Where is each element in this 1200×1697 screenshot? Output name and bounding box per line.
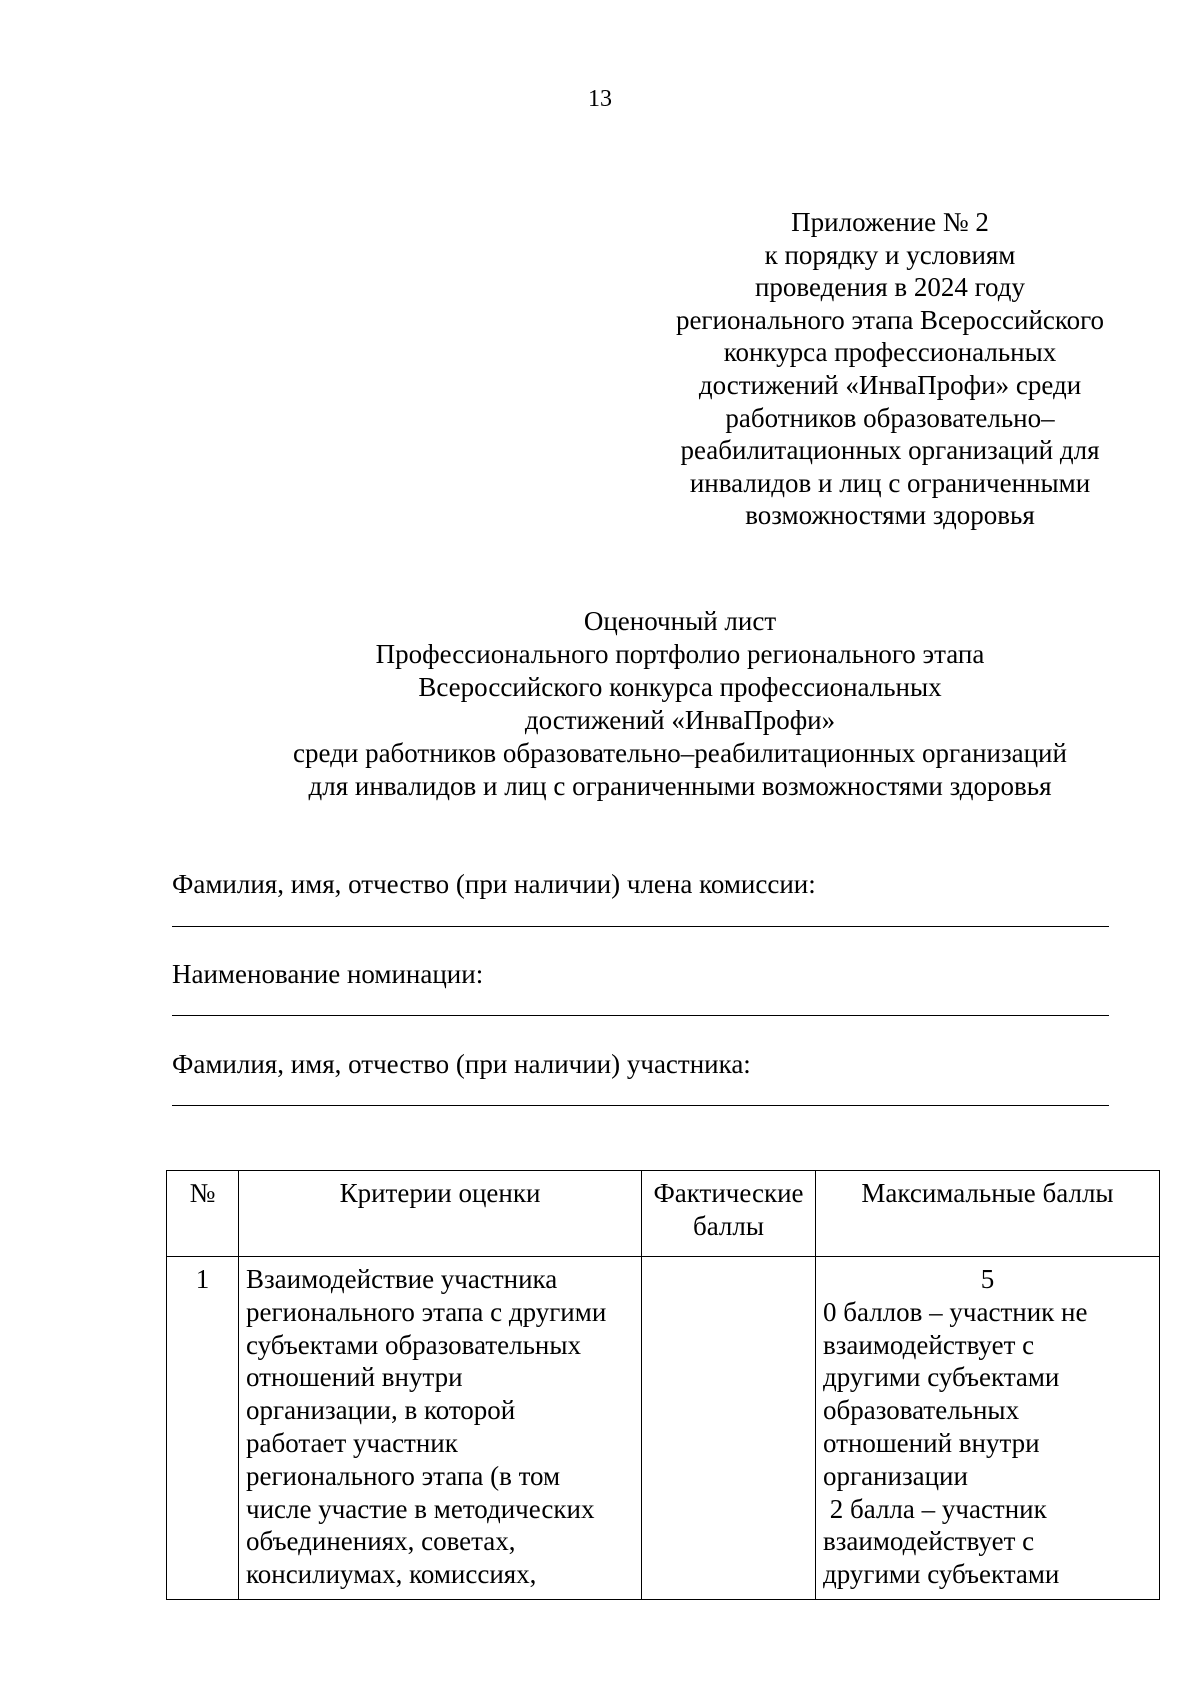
appendix-line: проведения в 2024 году	[754, 272, 1026, 303]
appendix-line: достижений «ИнваПрофи» среди	[698, 369, 1082, 400]
criteria-line: организации, в которой	[246, 1395, 516, 1426]
appendix-line: конкурса профессиональных	[723, 337, 1057, 368]
page-number: 13	[588, 86, 612, 112]
max-points-line: организации	[823, 1460, 968, 1491]
criteria-line: объединениях, советах,	[246, 1526, 516, 1557]
criteria-line: числе участие в методических	[246, 1493, 595, 1524]
document-title	[170, 605, 1190, 803]
commission-member-field	[172, 868, 1112, 900]
header-actual-points	[642, 1171, 816, 1257]
header-criteria: Критерии оценки	[239, 1171, 642, 1257]
max-points-line: 0 баллов – участник не	[823, 1296, 1088, 1327]
max-points-line: взаимодействует с	[823, 1329, 1035, 1360]
participant-label: Фамилия, имя, отчество (при наличии) участника:	[172, 1049, 751, 1079]
title-line: Оценочный лист	[583, 606, 777, 636]
title-line: для инвалидов и лиц с ограниченными возможностями здоровья	[308, 771, 1052, 801]
criteria-line: субъектами образовательных	[246, 1329, 582, 1360]
title-line: достижений «ИнваПрофи»	[524, 705, 836, 735]
participant-field	[172, 1048, 1112, 1080]
table-row	[167, 1257, 1160, 1600]
participant-line	[172, 1105, 1109, 1106]
max-points-line: 2 балла – участник	[823, 1493, 1047, 1524]
appendix-line: реабилитационных организаций для	[680, 435, 1100, 466]
header-max-points: Максимальные баллы	[816, 1171, 1160, 1257]
max-points-value: 5	[980, 1264, 995, 1294]
row-number: 1	[167, 1257, 239, 1600]
appendix-line: работников образовательно–	[725, 402, 1055, 433]
max-points-line: взаимодействует с	[823, 1526, 1035, 1557]
max-points-line: отношений внутри	[823, 1427, 1040, 1458]
evaluation-table	[166, 1170, 1160, 1600]
header-number: №	[167, 1171, 239, 1257]
header-actual-points-line: баллы	[692, 1210, 765, 1241]
nomination-label: Наименование номинации:	[172, 959, 484, 989]
title-line: среди работников образовательно–реабилитационных организаций	[293, 738, 1067, 768]
max-points-line: другими субъектами	[823, 1362, 1060, 1393]
max-points-line: образовательных	[823, 1395, 1020, 1426]
criteria-line: Взаимодействие участника	[246, 1264, 558, 1294]
title-line: Профессионального портфолио регионального этапа	[375, 639, 985, 669]
commission-member-label: Фамилия, имя, отчество (при наличии) члена комиссии:	[172, 869, 816, 899]
appendix-line: к порядку и условиям	[764, 239, 1016, 270]
appendix-line: регионального этапа Всероссийского	[675, 304, 1105, 335]
appendix-line: возможностями здоровья	[745, 500, 1035, 531]
appendix-line: инвалидов и лиц с ограниченными	[689, 467, 1091, 498]
title-line: Всероссийского конкурса профессиональных	[418, 672, 942, 702]
criteria-line: консилиумах, комиссиях,	[246, 1559, 537, 1590]
max-points-line: другими субъектами	[823, 1559, 1060, 1590]
commission-member-line	[172, 926, 1109, 927]
nomination-field	[172, 958, 1112, 990]
appendix-header	[660, 206, 1120, 532]
row-actual-points[interactable]	[642, 1257, 816, 1600]
criteria-line: регионального этапа с другими	[246, 1296, 607, 1327]
appendix-line: Приложение № 2	[791, 207, 989, 237]
header-actual-points-line: Фактические	[653, 1178, 804, 1208]
table-header-row	[167, 1171, 1160, 1257]
criteria-line: работает участник	[246, 1427, 458, 1458]
criteria-line: отношений внутри	[246, 1362, 463, 1393]
nomination-line	[172, 1015, 1109, 1016]
row-max-points	[816, 1257, 1160, 1600]
criteria-line: регионального этапа (в том	[246, 1460, 561, 1491]
row-criteria	[239, 1257, 642, 1600]
